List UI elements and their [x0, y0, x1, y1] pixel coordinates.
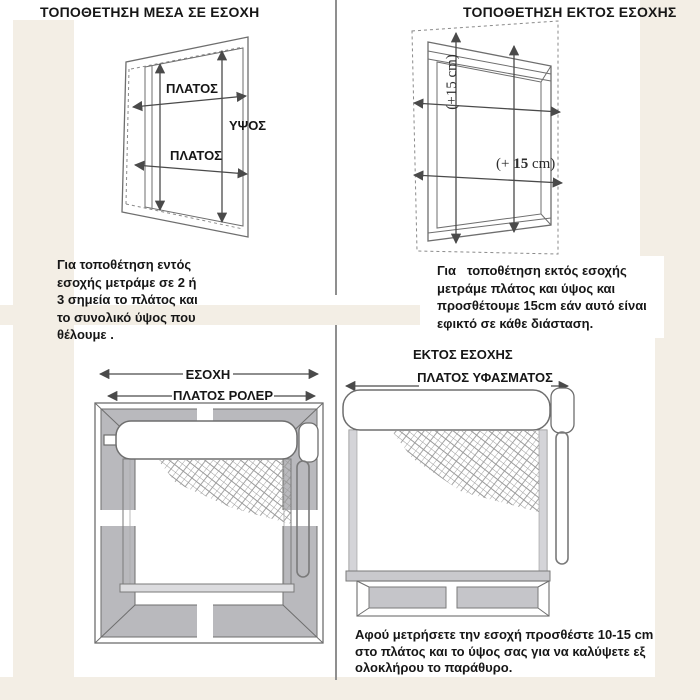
caption-line: το συνολικό ύψος που [57, 309, 196, 325]
width-arrow-top [133, 96, 246, 107]
outside-recess-diagram [336, 0, 700, 305]
recess-outer-frame [122, 37, 248, 237]
plus15-value: 15 [513, 156, 529, 172]
inside-recess-caption [57, 256, 198, 344]
caption-line: ολοκλήρου το παράθυρο. [355, 660, 513, 675]
roller-tube [116, 421, 297, 459]
fabric-width-label: ΠΛΑΤΟΣ ΥΦΑΣΜΑΤΟΣ [417, 370, 553, 385]
width-label-top: ΠΛΑΤΟΣ [166, 81, 218, 96]
roller-bracket [551, 388, 574, 433]
roller-blind-outside [343, 388, 574, 581]
roller-bracket [299, 423, 318, 462]
window-sill [357, 581, 549, 616]
roller-outside-recess-diagram [336, 340, 700, 630]
recess-label: ΕΣΟΧΗ [185, 367, 231, 382]
caption-line: Για τοποθέτηση εντός [57, 257, 192, 272]
plus15-suffix: cm) [528, 156, 556, 172]
measurement-arrows [133, 51, 247, 222]
bottom-beige-band [0, 677, 700, 700]
caption-line: μετράμε πλάτος και ύψος και [437, 280, 616, 296]
plus15-vertical-label: (+15 cm) [444, 54, 460, 110]
caption-line: 3 σημεία το πλάτος και [57, 292, 198, 307]
roller-width-arrow [108, 388, 315, 403]
bottom-right-caption [355, 627, 653, 677]
caption-line: Αφού μετρήσετε την εσοχή προσθέστε 10-15 cm [355, 627, 654, 642]
width-label-bottom: ΠΛΑΤΟΣ [170, 148, 222, 163]
fabric-left-edge [349, 430, 357, 578]
bottom-rail [346, 571, 550, 581]
measurement-arrows-outside [414, 33, 562, 243]
window-recess-drawing [122, 37, 248, 237]
bottom-rail [120, 584, 294, 592]
caption-line: εφικτό σε κάθε διάσταση. [437, 315, 594, 331]
plus15-prefix: (+ [496, 156, 514, 172]
window-outside-drawing [412, 21, 558, 254]
caption-line: εσοχής μετράμε σε 2 ή [57, 274, 197, 290]
caption-line: στο πλάτος και το ύψος σας για να καλύψετε εξ [355, 643, 646, 659]
fabric-mesh-texture [392, 431, 546, 514]
plus15-dashed-outline [412, 21, 558, 254]
chain-loop [556, 432, 568, 564]
sill-panel-left [369, 587, 446, 608]
roller-width-label: ΠΛΑΤΟΣ ΡΟΛΕΡ [172, 388, 274, 403]
fabric-right-edge [539, 430, 547, 578]
outside-recess-caption [437, 262, 647, 332]
caption-line: προσθέτουμε 15cm εάν αυτό είναι [437, 298, 647, 313]
outside-recess-title: ΕΚΤΟΣ ΕΣΟΧΗΣ [413, 347, 513, 362]
caption-line: θέλουμε . [57, 327, 114, 342]
caption-line: Για τοποθέτηση εκτός εσοχής [437, 263, 627, 278]
recess-dashed-left [126, 69, 129, 204]
height-label: ΥΨΟΣ [229, 118, 267, 133]
width-arrow-top [414, 103, 560, 112]
fabric-width-arrow [346, 370, 568, 386]
roller-in-recess-diagram [0, 350, 336, 680]
roller-tube [343, 390, 550, 430]
sill-panel-right [457, 587, 538, 608]
outside-recess-page-title: ΤΟΠΟΘΕΤΗΣΗ ΕΚΤΟΣ ΕΣΟΧΗΣ [463, 4, 677, 20]
roller-pin [104, 435, 117, 445]
width-arrow-bottom [414, 175, 562, 183]
plus15-horizontal-label [496, 156, 555, 172]
recess-width-arrow [100, 367, 318, 382]
inside-recess-title: ΤΟΠΟΘΕΤΗΣΗ ΜΕΣΑ ΣΕ ΕΣΟΧΗ [40, 4, 260, 20]
